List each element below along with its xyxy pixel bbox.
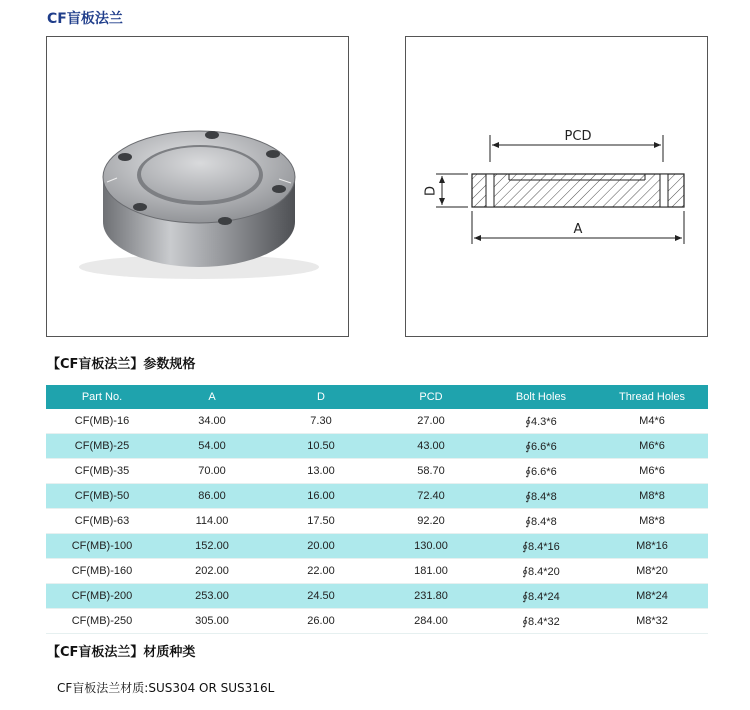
cell-pcd: 58.70: [376, 459, 486, 484]
cell-d: 16.00: [266, 484, 376, 509]
cell-part-no: CF(MB)-63: [46, 509, 158, 534]
a-label: A: [573, 222, 583, 237]
cell-bolt-holes: ∮6.6*6: [486, 459, 596, 484]
cell-d: 10.50: [266, 434, 376, 459]
cell-pcd: 43.00: [376, 434, 486, 459]
cell-part-no: CF(MB)-50: [46, 484, 158, 509]
cell-pcd: 92.20: [376, 509, 486, 534]
cell-a: 253.00: [158, 584, 266, 609]
product-photo: [46, 36, 349, 337]
cell-thread-holes: M4*6: [596, 409, 708, 434]
table-row: [46, 559, 708, 584]
col-pcd: PCD: [376, 385, 486, 409]
cell-pcd: 27.00: [376, 409, 486, 434]
cell-thread-holes: M6*6: [596, 434, 708, 459]
col-part-no: Part No.: [46, 385, 158, 409]
cell-bolt-holes: ∮6.6*6: [486, 434, 596, 459]
cell-part-no: CF(MB)-25: [46, 434, 158, 459]
cell-a: 70.00: [158, 459, 266, 484]
cell-d: 24.50: [266, 584, 376, 609]
table-row: [46, 609, 708, 634]
cell-a: 114.00: [158, 509, 266, 534]
cell-part-no: CF(MB)-160: [46, 559, 158, 584]
cell-part-no: CF(MB)-200: [46, 584, 158, 609]
cell-d: 17.50: [266, 509, 376, 534]
cell-a: 86.00: [158, 484, 266, 509]
cell-a: 152.00: [158, 534, 266, 559]
table-row: [46, 584, 708, 609]
technical-drawing: [405, 36, 708, 337]
material-heading: 【CF盲板法兰】材质种类: [47, 645, 196, 660]
cell-bolt-holes: ∮4.3*6: [486, 409, 596, 434]
cell-bolt-holes: ∮8.4*8: [486, 484, 596, 509]
cell-thread-holes: M8*24: [596, 584, 708, 609]
cell-a: 202.00: [158, 559, 266, 584]
params-heading: 【CF盲板法兰】参数规格: [47, 357, 196, 372]
cell-bolt-holes: ∮8.4*20: [486, 559, 596, 584]
cell-a: 54.00: [158, 434, 266, 459]
pcd-label: PCD: [564, 129, 592, 144]
cell-thread-holes: M8*20: [596, 559, 708, 584]
cell-part-no: CF(MB)-250: [46, 609, 158, 634]
cell-pcd: 181.00: [376, 559, 486, 584]
cell-d: 26.00: [266, 609, 376, 634]
flange-cross-section-drawing: [406, 37, 707, 336]
table-row: [46, 459, 708, 484]
cell-d: 22.00: [266, 559, 376, 584]
cell-a: 305.00: [158, 609, 266, 634]
col-d: D: [266, 385, 376, 409]
cell-d: 13.00: [266, 459, 376, 484]
cell-a: 34.00: [158, 409, 266, 434]
cell-pcd: 284.00: [376, 609, 486, 634]
cell-bolt-holes: ∮8.4*16: [486, 534, 596, 559]
cell-part-no: CF(MB)-35: [46, 459, 158, 484]
cell-bolt-holes: ∮8.4*24: [486, 584, 596, 609]
cell-pcd: 231.80: [376, 584, 486, 609]
cell-thread-holes: M8*8: [596, 484, 708, 509]
table-header-row: [46, 385, 708, 409]
col-bolt-holes: Bolt Holes: [486, 385, 596, 409]
material-text: CF盲板法兰材质:SUS304 OR SUS316L: [57, 681, 275, 695]
cell-thread-holes: M8*8: [596, 509, 708, 534]
spec-table: [46, 385, 708, 634]
cell-pcd: 72.40: [376, 484, 486, 509]
cell-pcd: 130.00: [376, 534, 486, 559]
cell-part-no: CF(MB)-16: [46, 409, 158, 434]
table-row: [46, 534, 708, 559]
table-row: [46, 484, 708, 509]
cell-thread-holes: M6*6: [596, 459, 708, 484]
table-row: [46, 509, 708, 534]
cell-d: 7.30: [266, 409, 376, 434]
flange-photo-illustration: [47, 37, 348, 336]
table-row: [46, 434, 708, 459]
cell-bolt-holes: ∮8.4*8: [486, 509, 596, 534]
d-label: D: [423, 185, 439, 197]
cell-part-no: CF(MB)-100: [46, 534, 158, 559]
cell-bolt-holes: ∮8.4*32: [486, 609, 596, 634]
page-title: CF盲板法兰: [47, 11, 123, 27]
cell-thread-holes: M8*32: [596, 609, 708, 634]
cell-thread-holes: M8*16: [596, 534, 708, 559]
cell-d: 20.00: [266, 534, 376, 559]
col-thread-holes: Thread Holes: [596, 385, 708, 409]
col-a: A: [158, 385, 266, 409]
table-row: [46, 409, 708, 434]
